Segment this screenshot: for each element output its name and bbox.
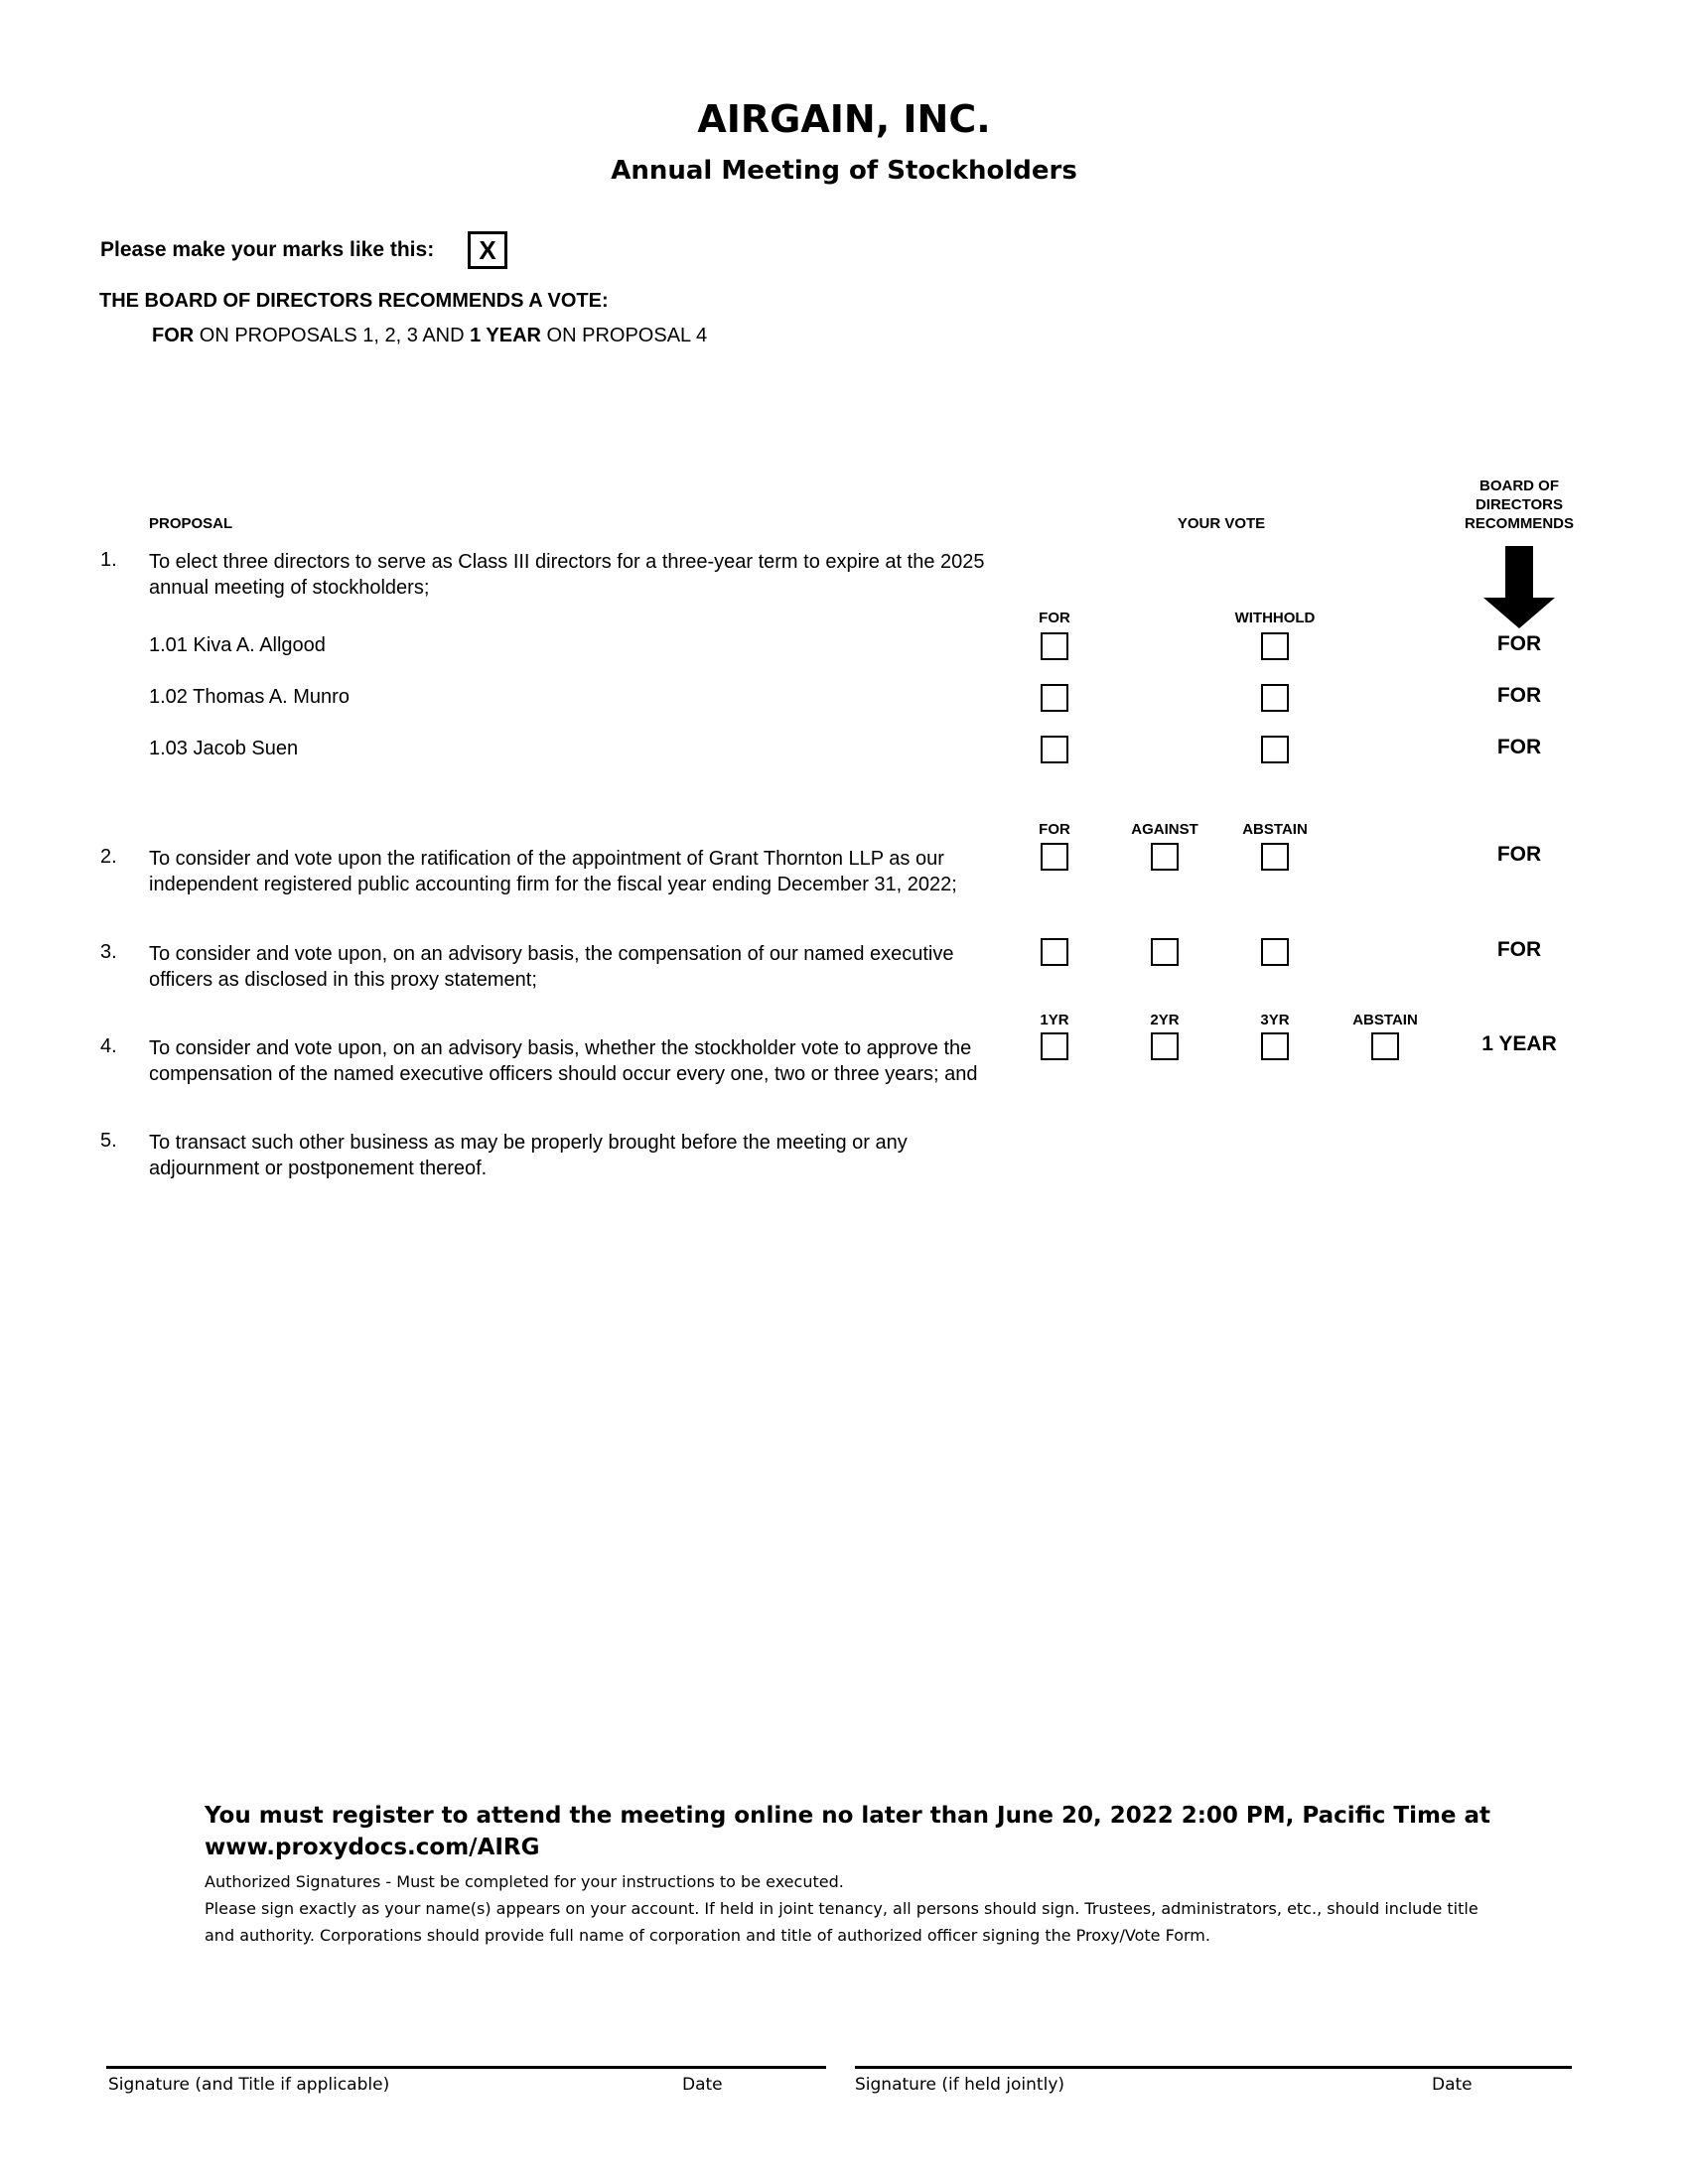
proposal-5-number: 5. bbox=[100, 1130, 117, 1152]
proposal-3-abstain-checkbox[interactable] bbox=[1261, 938, 1289, 966]
company-title: AIRGAIN, INC. bbox=[697, 97, 991, 141]
marks-instruction: Please make your marks like this: bbox=[100, 238, 435, 261]
board-recommends-header: BOARD OF DIRECTORS RECOMMENDS bbox=[1464, 478, 1574, 532]
meeting-title: Annual Meeting of Stockholders bbox=[611, 156, 1077, 186]
nominee-3-label: 1.03 Jacob Suen bbox=[149, 738, 299, 759]
p1-withhold-header: WITHHOLD bbox=[1234, 610, 1316, 626]
proposal-2-recommendation: FOR bbox=[1496, 843, 1542, 866]
p4-2yr-header: 2YR bbox=[1150, 1012, 1180, 1028]
signature-line-1[interactable] bbox=[106, 2066, 826, 2069]
nominee-2-for-checkbox[interactable] bbox=[1041, 684, 1068, 712]
down-arrow-icon bbox=[1481, 546, 1557, 629]
p4-3yr-header: 3YR bbox=[1260, 1012, 1290, 1028]
nominee-1-recommendation: FOR bbox=[1496, 632, 1542, 655]
p2-abstain-header: ABSTAIN bbox=[1242, 821, 1308, 838]
nominee-1-withhold-checkbox[interactable] bbox=[1261, 632, 1289, 660]
nominee-3-recommendation: FOR bbox=[1496, 736, 1542, 758]
proposal-4-abstain-checkbox[interactable] bbox=[1371, 1032, 1399, 1060]
proposal-column-header: PROPOSAL bbox=[149, 515, 233, 532]
rec-mid-text: ON PROPOSALS 1, 2, 3 AND bbox=[194, 325, 471, 346]
proposal-4-1yr-checkbox[interactable] bbox=[1041, 1032, 1068, 1060]
proposal-2-text: To consider and vote upon the ratification of the appointment of Grant Thornton LLP as our independent registered public accounting firm for the fiscal year ending December 31, 2022; bbox=[149, 848, 957, 895]
proposal-2-number: 2. bbox=[100, 846, 117, 868]
signature-label-1: Signature (and Title if applicable) bbox=[108, 2075, 390, 2095]
your-vote-column-header: YOUR VOTE bbox=[1177, 515, 1266, 532]
proposal-4-text: To consider and vote upon, on an advisory basis, whether the stockholder vote to approve the compensation of the named executive officers should occur every one, two or three years; and bbox=[149, 1037, 978, 1085]
rec-for-word: FOR bbox=[152, 325, 195, 346]
p4-abstain-header: ABSTAIN bbox=[1352, 1012, 1418, 1028]
recommendation-line bbox=[152, 325, 707, 347]
signing-instructions: Please sign exactly as your name(s) appears on your account. If held in joint tenancy, all persons should sign. Trustees, administrators, etc., should include title and authority. Corporations should provide full name of corporation and title of authorized officer signing the Proxy/Vote Form. bbox=[205, 1899, 1478, 1945]
proposal-4-2yr-checkbox[interactable] bbox=[1151, 1032, 1179, 1060]
nominee-1-label: 1.01 Kiva A. Allgood bbox=[149, 634, 326, 656]
proposal-5-text: To transact such other business as may be properly brought before the meeting or any adjournment or postponement thereof. bbox=[149, 1132, 908, 1179]
registration-notice: You must register to attend the meeting online no later than June 20, 2022 2:00 PM, Pacific Time at www.proxydocs.com/AIRG bbox=[205, 1803, 1491, 1860]
proposal-2-for-checkbox[interactable] bbox=[1041, 843, 1068, 871]
proposal-3-number: 3. bbox=[100, 941, 117, 963]
proposal-1-text: To elect three directors to serve as Class III directors for a three-year term to expire at the 2025 annual meeting of stockholders; bbox=[149, 551, 985, 599]
nominee-2-label: 1.02 Thomas A. Munro bbox=[149, 686, 350, 708]
nominee-2-withhold-checkbox[interactable] bbox=[1261, 684, 1289, 712]
nominee-3-for-checkbox[interactable] bbox=[1041, 736, 1068, 763]
date-label-1: Date bbox=[682, 2075, 723, 2095]
nominee-2-recommendation: FOR bbox=[1496, 684, 1542, 707]
proposal-4-recommendation: 1 YEAR bbox=[1481, 1032, 1557, 1055]
proposal-3-against-checkbox[interactable] bbox=[1151, 938, 1179, 966]
p1-for-header: FOR bbox=[1039, 610, 1070, 626]
authorized-signatures-note: Authorized Signatures - Must be completed for your instructions to be executed. bbox=[205, 1872, 844, 1891]
p2-for-header: FOR bbox=[1039, 821, 1070, 838]
nominee-3-withhold-checkbox[interactable] bbox=[1261, 736, 1289, 763]
proposal-3-text: To consider and vote upon, on an advisory basis, the compensation of our named executive officers as disclosed in this proxy statement; bbox=[149, 943, 954, 991]
p4-1yr-header: 1YR bbox=[1040, 1012, 1069, 1028]
proposal-4-number: 4. bbox=[100, 1035, 117, 1057]
proposal-3-for-checkbox[interactable] bbox=[1041, 938, 1068, 966]
nominee-1-for-checkbox[interactable] bbox=[1041, 632, 1068, 660]
rec-end-text: ON PROPOSAL 4 bbox=[541, 325, 708, 346]
date-label-2: Date bbox=[1432, 2075, 1473, 2095]
proposal-2-abstain-checkbox[interactable] bbox=[1261, 843, 1289, 871]
signature-label-2: Signature (if held jointly) bbox=[855, 2075, 1065, 2095]
proposal-3-recommendation: FOR bbox=[1496, 938, 1542, 961]
sample-mark-box: X bbox=[468, 231, 507, 269]
recommendation-heading: THE BOARD OF DIRECTORS RECOMMENDS A VOTE: bbox=[99, 290, 609, 312]
signature-line-2[interactable] bbox=[855, 2066, 1572, 2069]
rec-year-word: 1 YEAR bbox=[470, 325, 541, 346]
proposal-2-against-checkbox[interactable] bbox=[1151, 843, 1179, 871]
p2-against-header: AGAINST bbox=[1131, 821, 1198, 838]
proposal-1-number: 1. bbox=[100, 549, 117, 571]
proposal-4-3yr-checkbox[interactable] bbox=[1261, 1032, 1289, 1060]
